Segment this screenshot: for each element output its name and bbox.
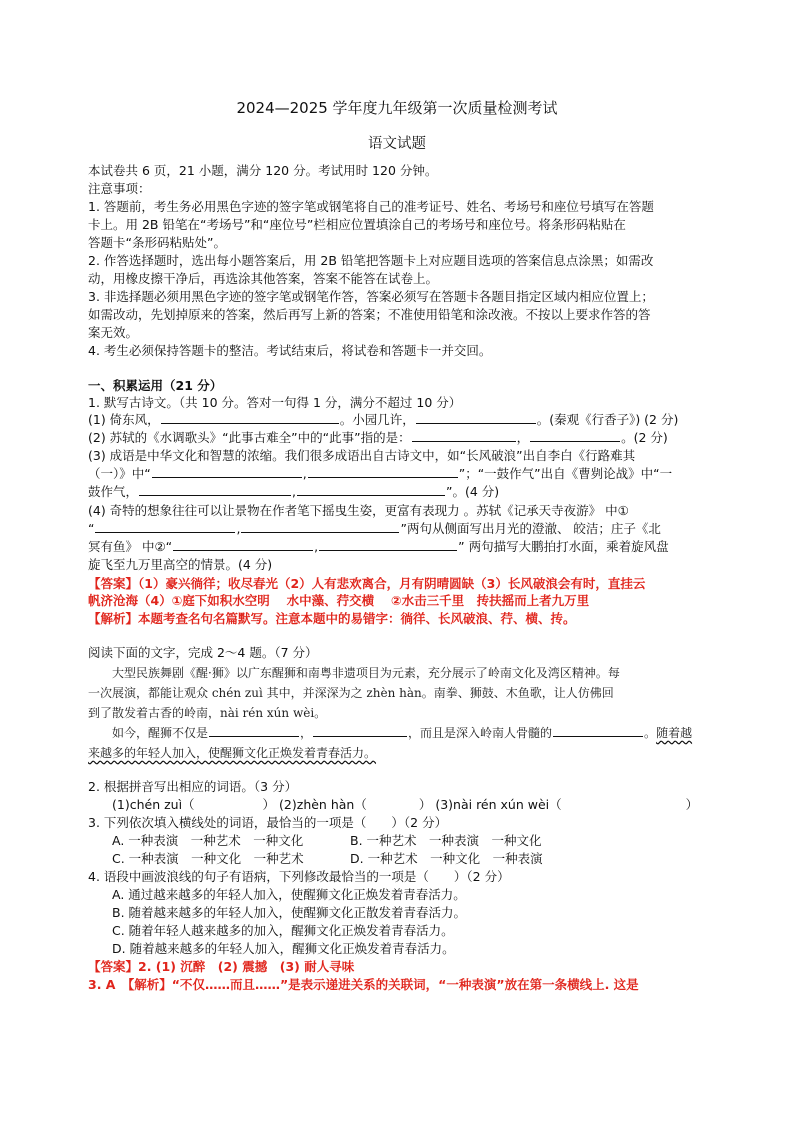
- notice-1-line-3: 答题卡“条形码粘贴处”。: [88, 235, 226, 250]
- answer-3-analysis: 3. A 【解析】“不仅……而且……”是表示递进关系的关联词，“一种表演”放在第一条横线上. 这是: [88, 977, 639, 992]
- exam-subtitle: 语文试题: [368, 136, 426, 152]
- wavy-sentence-end: 来越多的年轻人加入，使醒狮文化正焕发着青春活力。: [88, 746, 377, 760]
- question-1-3-line-3: 鼓作气， , ”。(4 分): [88, 484, 500, 499]
- answer-blank[interactable]: [530, 429, 620, 442]
- answer-blank[interactable]: [412, 429, 516, 442]
- question-3-option-b[interactable]: B. 一种艺术 一种表演 一种文化: [350, 833, 542, 848]
- question-1-4-line-3: 冥有鱼》 中②“ , ” 两句描写大鹏拍打水面，乘着旋风盘: [88, 539, 669, 554]
- question-1-2: (2) 苏轼的《水调歌头》“此事古难全”中的“此事”指的是： ， 。(2 分): [88, 430, 668, 445]
- notice-heading: 注意事项：: [88, 181, 151, 196]
- question-4-option-c[interactable]: C. 随着年轻人越来越多的加入，醒狮文化正焕发着青春活力。: [112, 923, 454, 938]
- passage-line-2: 一次展演，都能让观众 chén zuì 其中，并深深为之 zhèn hàn。南拳、狮鼓、木鱼歌，让人仿佛回: [88, 686, 614, 700]
- wavy-sentence-start: 随着越: [656, 726, 693, 740]
- question-3-option-c[interactable]: C. 一种表演 一种文化 一种艺术: [112, 851, 304, 866]
- notice-1-line-2: 卡上。用 2B 铅笔在“考场号”和“座位号”栏相应位置填涂自己的考场号和座位号。将条形码粘贴在: [88, 217, 626, 232]
- question-3-option-a[interactable]: A. 一种表演 一种艺术 一种文化: [112, 833, 304, 848]
- question-1-3-line-2: （一）》中“ , ”；“一鼓作气”出自《曹刿论战》中“一: [88, 466, 673, 481]
- answer-1-line-2: 帆济沧海（4）①庭下如积水空明 水中藻、荇交横 ②水击三千里 抟扶摇而上者九万里: [88, 593, 590, 608]
- notice-2-line-1: 2. 作答选择题时，选出每小题答案后，用 2B 铅笔把答题卡上对应题目选项的答案信息点涂黑；如需改: [88, 253, 654, 268]
- question-1-4-line-1: (4) 奇特的想象往往可以让景物在作者笔下摇曳生姿，更富有表现力 。苏轼《记承天寺夜游》 中①: [88, 503, 629, 518]
- question-1-4-line-2: “ , ”两句从侧面写出月光的澄澈、 皎洁；庄子《北: [88, 521, 661, 536]
- answer-blank[interactable]: [152, 465, 302, 478]
- question-1-3-line-1: (3) 成语是中华文化和智慧的浓缩。我们很多成语出自古诗文中，如“长风破浪”出自李白《行路难其: [88, 448, 636, 463]
- question-4-option-d[interactable]: D. 随着越来越多的年轻人加入，醒狮文化正焕发着青春活力。: [112, 941, 455, 956]
- notice-2-line-2: 动，用橡皮擦干净后，再选涂其他答案，答案不能答在试卷上。: [88, 271, 439, 286]
- question-2-items: (1)chén zuì（ ） (2)zhèn hàn（ ） (3)nài rén xún wèi（ ）: [112, 797, 699, 812]
- passage-line-4: 如今，醒狮不仅是 ， ，而且是深入岭南人骨髓的 。随着越: [88, 726, 693, 740]
- question-3-option-d[interactable]: D. 一种艺术 一种文化 一种表演: [350, 851, 543, 866]
- reading-intro: 阅读下面的文字，完成 2～4 题。（7 分）: [88, 645, 318, 660]
- answer-blank[interactable]: [95, 520, 235, 533]
- question-4-option-a[interactable]: A. 通过越来越多的年轻人加入，使醒狮文化正焕发着青春活力。: [112, 887, 466, 902]
- question-1-1: (1) 倚东风， 。小园几许， 。(秦观《行香子》) (2 分): [88, 412, 679, 427]
- passage-blank[interactable]: [553, 724, 643, 737]
- answer-1-line-1: 【答案】（1）豪兴徜徉；收尽春光（2）人有悲欢离合，月有阴晴圆缺（3）长风破浪会有时，直挂云: [88, 576, 646, 591]
- exam-summary: 本试卷共 6 页，21 小题，满分 120 分。考试用时 120 分钟。: [88, 163, 438, 178]
- exam-title: 2024—2025 学年度九年级第一次质量检测考试: [236, 99, 558, 117]
- notice-3-line-1: 3. 非选择题必须用黑色字迹的签字笔或钢笔作答，答案必须写在答题卡各题目指定区域内相应位置上；: [88, 289, 654, 304]
- passage-line-5: [88, 744, 376, 762]
- section-1-heading: 一、积累运用（21 分）: [88, 378, 223, 393]
- answer-blank[interactable]: [319, 538, 457, 551]
- answer-blank[interactable]: [161, 411, 339, 424]
- answer-2-line: 【答案】2. (1) 沉醉 (2) 震撼 (3) 耐人寻味: [88, 959, 355, 974]
- notice-4: 4. 考生必须保持答题卡的整洁。考试结束后，将试卷和答题卡一并交回。: [88, 343, 492, 358]
- question-1-4-line-4: 旋飞至九万里高空的情景。(4 分): [88, 557, 273, 572]
- answer-blank[interactable]: [416, 411, 536, 424]
- answer-blank[interactable]: [173, 538, 313, 551]
- passage-blank[interactable]: [313, 724, 407, 737]
- question-3-stem: 3. 下列依次填入横线处的词语，最恰当的一项是（ ）（2 分）: [88, 815, 448, 830]
- notice-3-line-2: 如需改动，先划掉原来的答案，然后再写上新的答案；不准使用铅笔和涂改液。不按以上要求作答的答: [88, 307, 651, 322]
- analysis-1: 【解析】本题考查名句名篇默写。注意本题中的易错字：徜徉、长风破浪、荇、横、抟。: [88, 611, 576, 626]
- answer-blank[interactable]: [308, 465, 458, 478]
- notice-3-line-3: 案无效。: [88, 325, 139, 340]
- question-4-option-b[interactable]: B. 随着越来越多的年轻人加入，使醒狮文化正散发着青春活力。: [112, 905, 467, 920]
- passage-blank[interactable]: [209, 724, 299, 737]
- passage-line-3: 到了散发着古香的岭南，nài rén xún wèi。: [88, 706, 327, 720]
- notice-1-line-1: 1. 答题前，考生务必用黑色字迹的签字笔或钢笔将自己的准考证号、姓名、考场号和座位号填写在答题: [88, 199, 654, 214]
- passage-line-1: 大型民族舞剧《醒·狮》以广东醒狮和南粤非遗项目为元素，充分展示了岭南文化及湾区精神。每: [88, 666, 620, 680]
- answer-blank[interactable]: [241, 520, 399, 533]
- question-1-stem: 1. 默写古诗文。（共 10 分。答对一句得 1 分，满分不超过 10 分）: [88, 395, 462, 410]
- question-4-stem: 4. 语段中画波浪线的句子有语病，下列修改最恰当的一项是（ ）（2 分）: [88, 869, 510, 884]
- answer-blank[interactable]: [297, 483, 445, 496]
- answer-blank[interactable]: [139, 483, 291, 496]
- question-2-stem: 2. 根据拼音写出相应的词语。（3 分）: [88, 779, 298, 794]
